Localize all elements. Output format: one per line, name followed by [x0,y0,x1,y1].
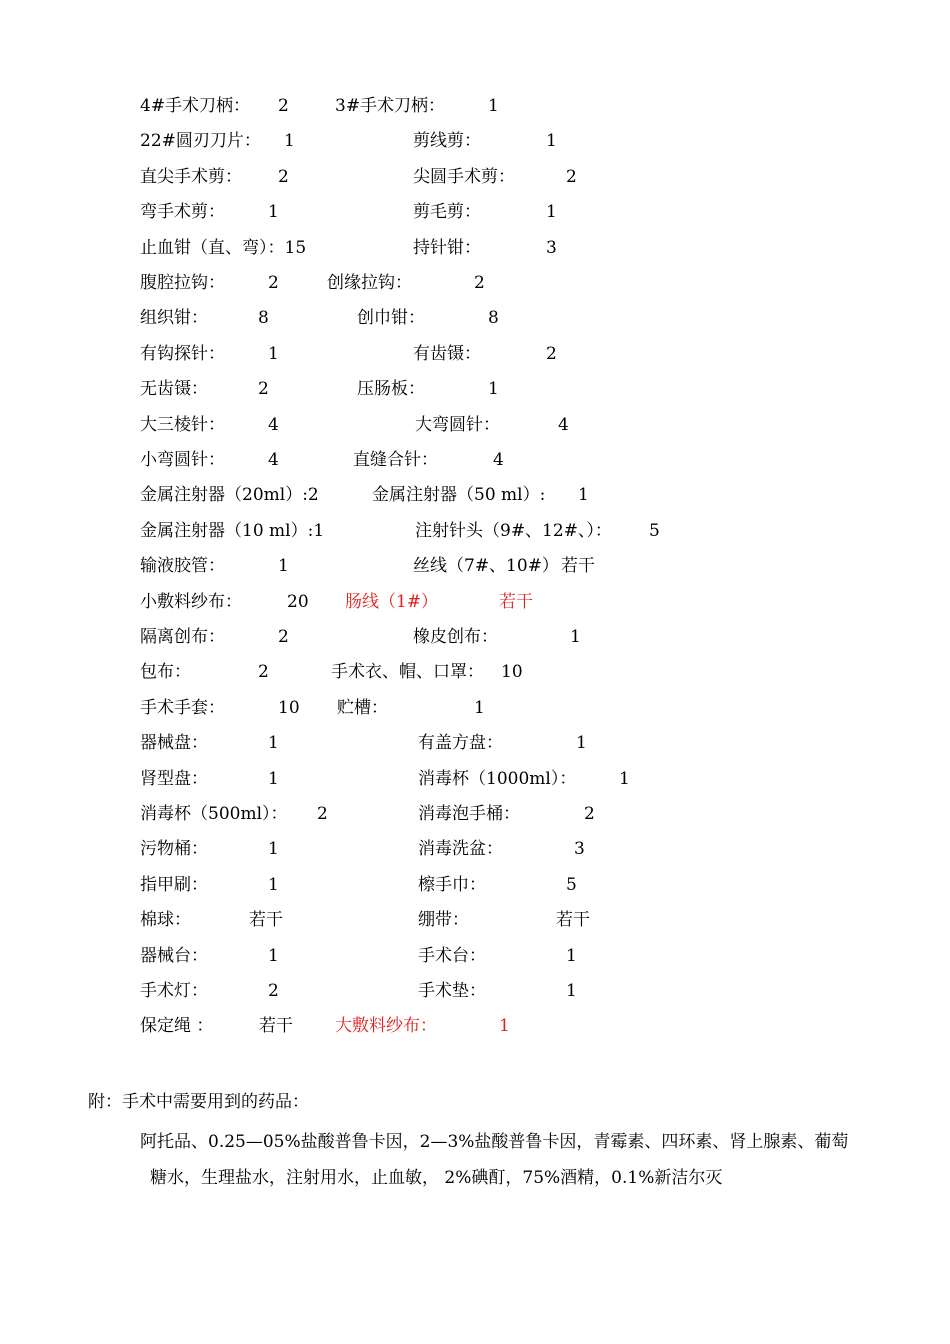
item-name: 有盖方盘： [418,733,503,754]
item-quantity: 2 [268,273,279,293]
item-quantity: 1 [488,96,499,116]
item-quantity: 若干 [556,910,590,931]
item-name: 无齿镊： [140,379,208,400]
list-item [0,306,950,330]
item-quantity: 2 [278,627,289,647]
item-quantity: 1 [268,874,279,895]
item-quantity: 10 [278,697,300,718]
appendix-title: 附：手术中需要用到的药品： [88,1092,309,1112]
item-quantity: 1 [268,202,279,223]
item-name: 持针钳： [413,237,481,258]
item-name: 剪线剪： [413,131,481,152]
item-name: 手术垫： [418,981,486,1001]
list-item [0,767,950,791]
list-item [0,377,950,401]
item-quantity: 20 [287,591,309,612]
item-name: 消毒杯（1000ml）： [418,768,577,789]
item-quantity: 2 [584,804,595,824]
list-item [0,660,950,684]
item-quantity: 8 [488,308,499,329]
item-quantity: 3 [546,237,557,258]
list-item [0,448,950,472]
list-item [0,519,950,543]
list-item [0,554,950,578]
item-quantity: 若干 [561,556,595,577]
item-name: 金属注射器（10 ml）:1 [140,520,325,541]
appendix-body [140,1124,885,1196]
list-item [0,200,950,224]
list-item [0,1014,950,1038]
list-item [0,590,950,614]
list-item [0,413,950,437]
item-name: 肠线（1#） [345,591,439,612]
item-name: 金属注射器（50 ml）: [372,485,546,506]
item-name: 压肠板： [357,379,425,400]
item-quantity: 3 [574,839,585,860]
item-name: 贮槽： [337,697,388,718]
list-item [0,908,950,932]
list-item [0,837,950,861]
item-quantity: 若干 [499,591,533,612]
list-item [0,342,950,366]
item-quantity: 1 [284,131,295,152]
item-name: 止血钳（直、弯）：15 [140,237,307,258]
item-name: 丝线（7#、10#） [413,556,559,577]
item-quantity: 1 [268,839,279,860]
item-quantity: 1 [268,343,279,364]
item-name: 大弯圆针： [415,414,500,435]
list-item [0,696,950,720]
item-name: 4#手术刀柄： [140,96,251,116]
item-quantity: 2 [278,166,289,187]
item-quantity: 5 [566,874,577,895]
item-name: 消毒杯（500ml）： [140,804,288,824]
item-quantity: 2 [566,166,577,187]
list-item [0,165,950,189]
item-name: 小弯圆针： [140,450,225,470]
item-name: 弯手术剪： [140,202,225,223]
item-quantity: 2 [268,981,279,1001]
item-name: 包布： [140,662,191,683]
item-quantity: 1 [474,697,485,718]
item-name: 3#手术刀柄： [335,96,446,116]
item-name: 大敷料纱布： [335,1016,437,1037]
item-quantity: 1 [570,627,581,647]
item-name: 保定绳 ： [140,1016,214,1037]
list-item [0,271,950,295]
item-quantity: 4 [493,450,504,470]
item-name: 有钩探针： [140,343,225,364]
item-name: 手术手套： [140,697,225,718]
list-item [0,236,950,260]
item-quantity: 1 [499,1016,510,1037]
item-name: 绷带： [418,910,469,931]
item-quantity: 若干 [249,910,283,931]
item-name: 创巾钳： [357,308,425,329]
item-quantity: 1 [566,981,577,1001]
list-item [0,944,950,968]
item-name: 小敷料纱布： [140,591,242,612]
item-name: 消毒泡手桶： [418,804,520,824]
item-name: 肾型盘： [140,768,208,789]
list-item [0,873,950,897]
item-quantity: 1 [619,768,630,789]
item-quantity: 8 [258,308,269,329]
item-name: 金属注射器（20ml）:2 [140,485,319,506]
item-name: 直尖手术剪： [140,166,242,187]
item-quantity: 1 [546,131,557,152]
item-quantity: 1 [546,202,557,223]
item-name: 22#圆刃刀片： [140,131,261,152]
item-quantity: 10 [501,662,523,683]
item-name: 棉球： [140,910,191,931]
list-item [0,94,950,118]
item-quantity: 1 [268,733,279,754]
item-quantity: 4 [268,414,279,435]
appendix-line-2: 糖水，生理盐水，注射用水，止血敏， 2%碘酊，75%酒精，0.1%新洁尔灭 [150,1168,723,1188]
item-name: 有齿镊： [413,343,481,364]
item-name: 腹腔拉钩： [140,273,225,293]
item-quantity: 1 [578,485,589,506]
appendix-line-1: 阿托品、0.25—05%盐酸普鲁卡因，2—3%盐酸普鲁卡因，青霉素、四环素、肾上腺素、葡萄 [140,1132,849,1152]
item-quantity: 2 [278,96,289,116]
item-quantity: 1 [576,733,587,754]
item-quantity: 1 [268,945,279,966]
item-name: 污物桶： [140,839,208,860]
item-name: 手术衣、帽、口罩： [331,662,484,683]
list-item [0,483,950,507]
item-quantity: 1 [268,768,279,789]
item-quantity: 2 [258,379,269,400]
item-quantity: 2 [258,662,269,683]
item-name: 直缝合针： [353,450,438,470]
item-name: 消毒洗盆： [418,839,503,860]
item-name: 檫手巾： [418,874,486,895]
list-item [0,129,950,153]
item-quantity: 4 [558,414,569,435]
item-quantity: 1 [278,556,289,577]
item-name: 手术台： [418,945,486,966]
item-name: 输液胶管： [140,556,225,577]
item-name: 手术灯： [140,981,208,1001]
list-item [0,979,950,1003]
item-name: 注射针头（9#、12#、）： [415,520,612,541]
item-name: 指甲刷： [140,874,208,895]
item-name: 创缘拉钩： [327,273,412,293]
item-quantity: 若干 [259,1016,293,1037]
item-quantity: 1 [566,945,577,966]
item-quantity: 4 [268,450,279,470]
item-quantity: 2 [546,343,557,364]
item-quantity: 2 [474,273,485,293]
item-name: 组织钳： [140,308,208,329]
item-name: 大三棱针： [140,414,225,435]
list-item [0,731,950,755]
item-name: 隔离创布： [140,627,225,647]
item-quantity: 1 [488,379,499,400]
list-item [0,802,950,826]
list-item [0,625,950,649]
item-name: 器械台： [140,945,208,966]
item-name: 器械盘： [140,733,208,754]
item-name: 尖圆手术剪： [413,166,515,187]
item-name: 剪毛剪： [413,202,481,223]
item-quantity: 5 [649,520,660,541]
item-name: 橡皮创布： [413,627,498,647]
item-quantity: 2 [317,804,328,824]
